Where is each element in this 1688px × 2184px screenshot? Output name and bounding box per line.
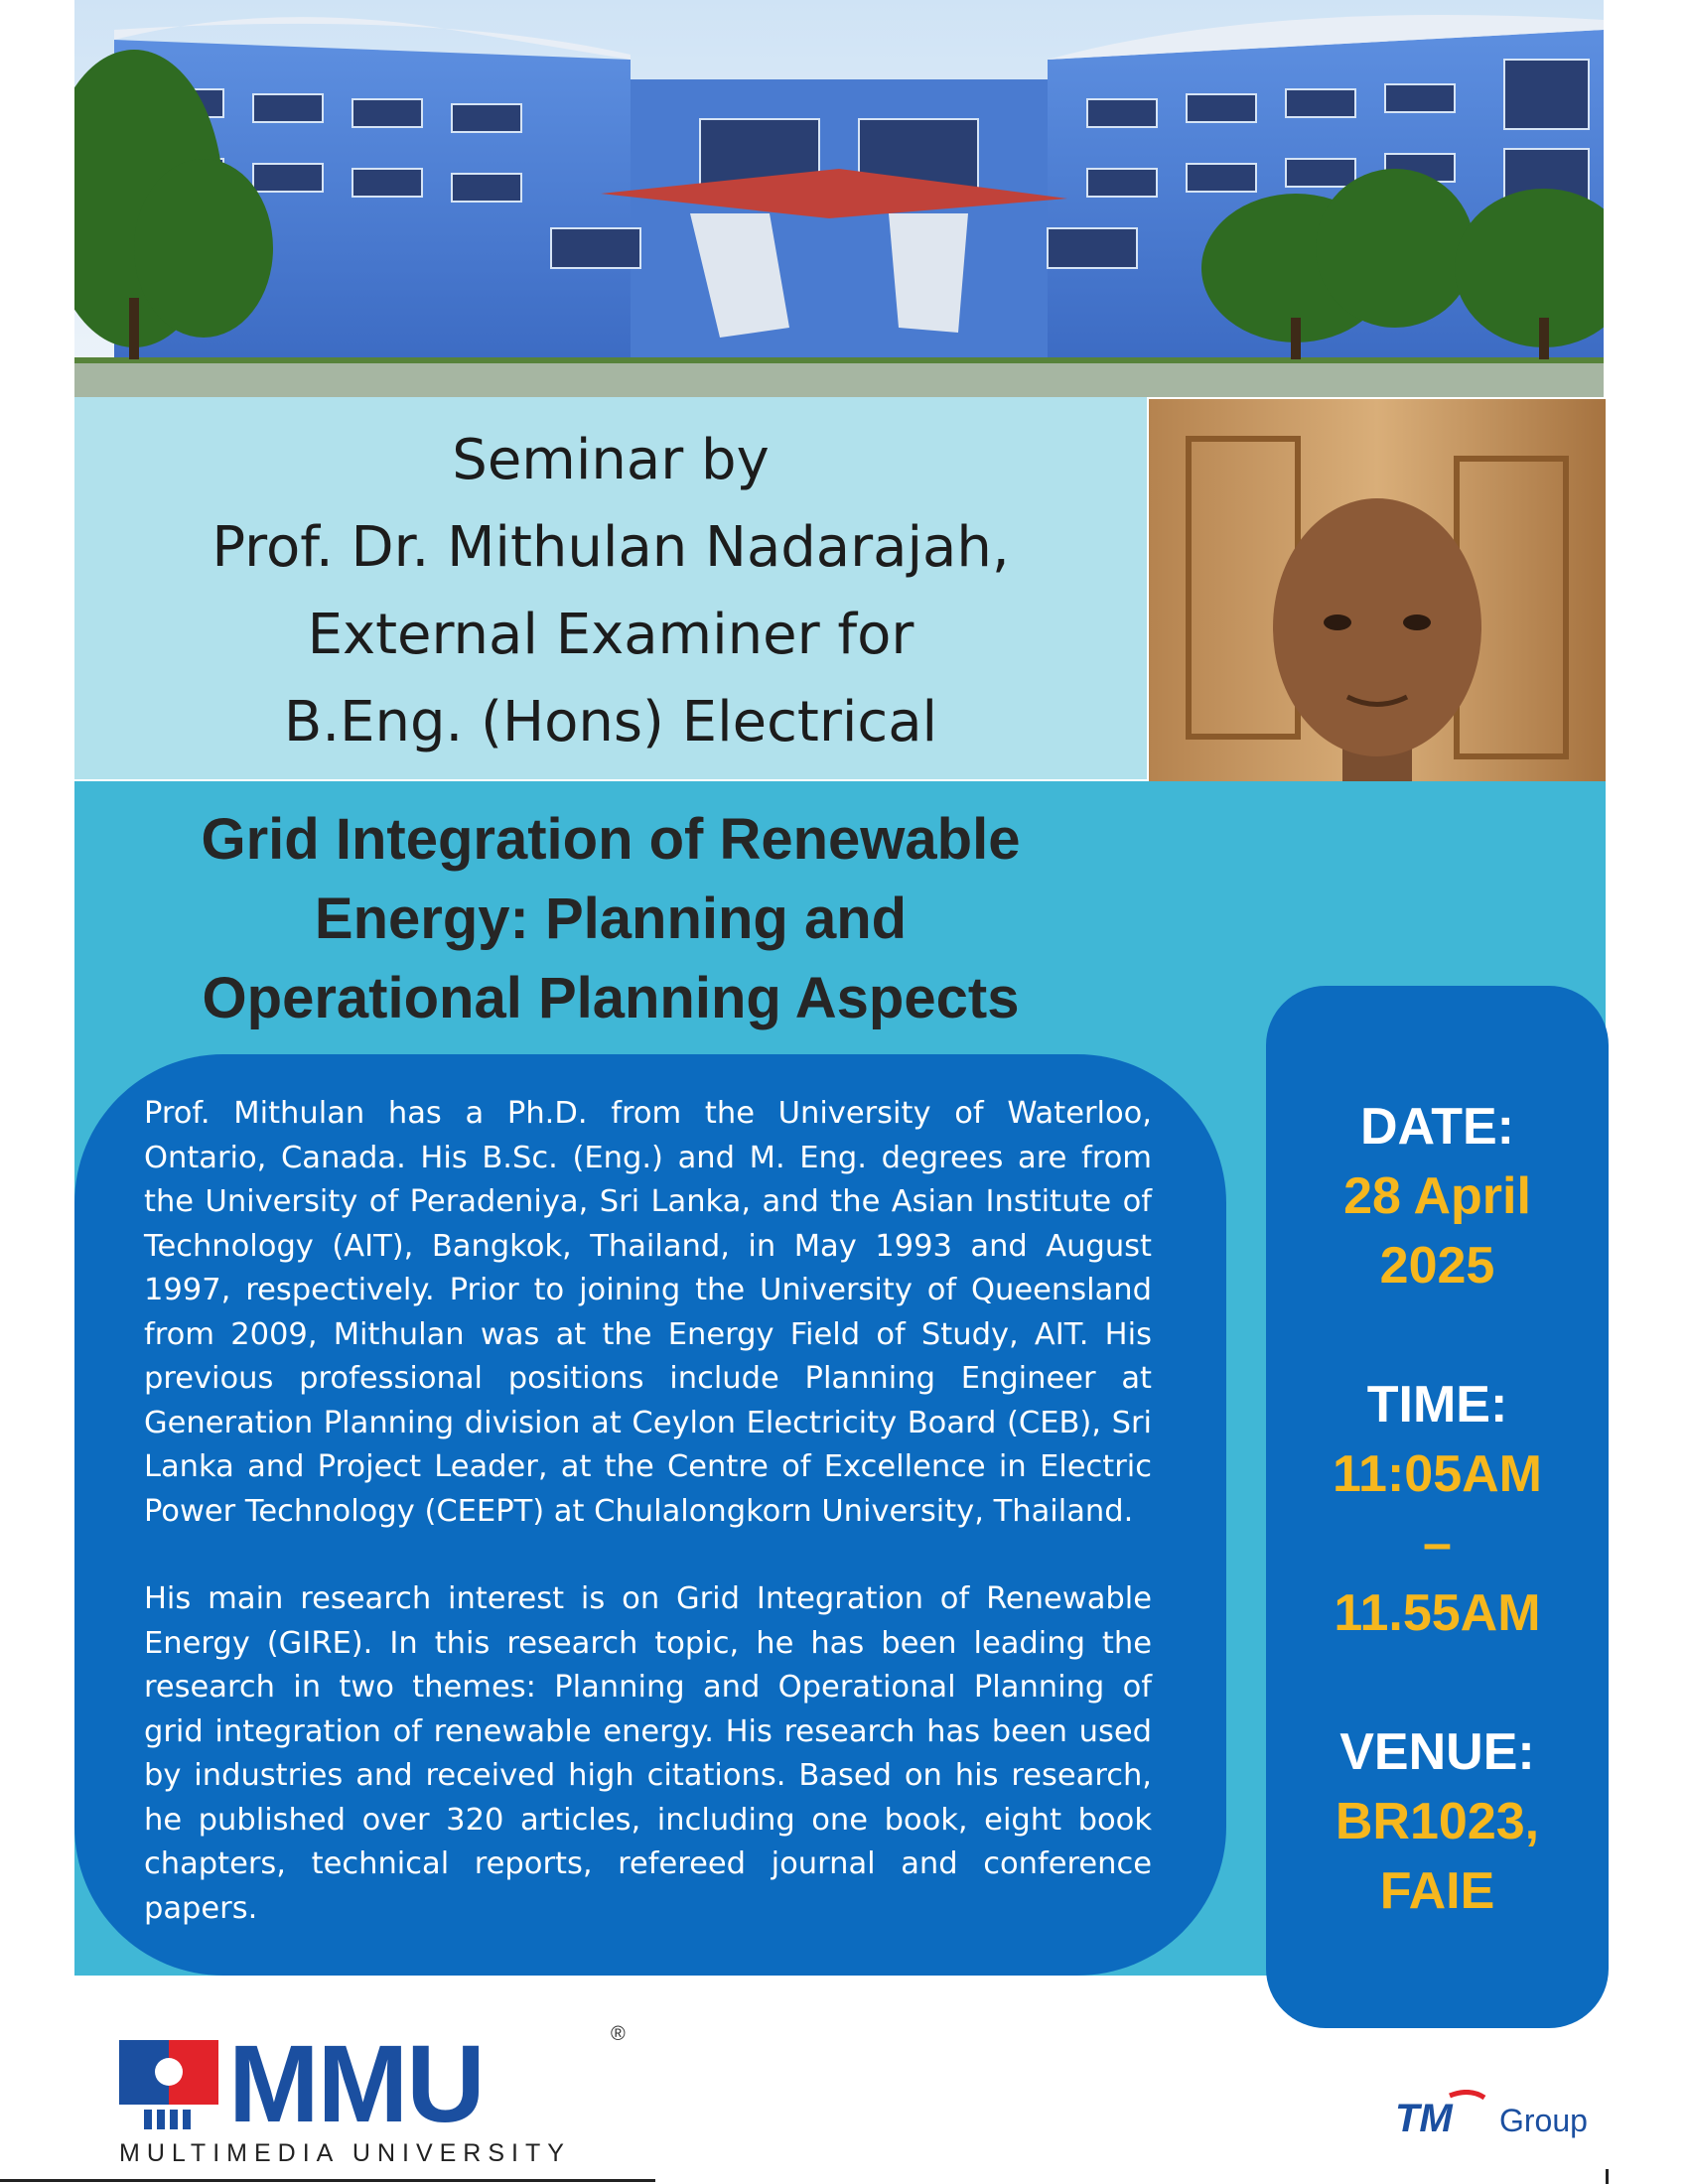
date-year: 2025 <box>1379 1237 1495 1295</box>
speaker-biography <box>144 1092 1152 1975</box>
seminar-heading-line: Seminar by <box>452 428 770 492</box>
time-separator: – <box>1423 1515 1452 1572</box>
time-block <box>1266 1370 1609 1648</box>
date-label: DATE: <box>1359 1098 1514 1156</box>
topic-line: Energy: Planning and <box>314 887 908 951</box>
tm-group-logo <box>1390 2090 1604 2139</box>
tm-wordmark: TM <box>1395 2097 1453 2139</box>
speaker-name: Prof. Dr. Mithulan Nadarajah, <box>211 515 1010 580</box>
venue-faculty: FAIE <box>1379 1862 1495 1920</box>
mmu-logo <box>109 2010 635 2169</box>
footer-rule <box>0 2179 655 2182</box>
bio-paragraph: Prof. Mithulan has a Ph.D. from the University of Waterloo, Ontario, Canada. His B.Sc. (Eng.) and M. Eng. degrees are from the University of Peradeniya, Sri Lanka, and the Asian Institute of Technology (AIT), Bangkok, Thailand, in May 1993 and August 1997, respectively. Prior to joining the University of Queensland from 2009, Mithulan was at the Energy Field of Study, AIT. His previous professional positions include Planning Engineer at Generation Planning division at Ceylon Electricity Board (CEB), Sri Lanka and Project Leader, at the Centre of Excellence in Electric Power Technology (CEEPT) at Chulalongkorn University, Thailand. <box>144 1096 1152 1529</box>
campus-building-photo <box>74 0 1604 397</box>
venue-block <box>1266 1717 1609 1926</box>
programme-name: B.Eng. (Hons) Electrical <box>283 690 938 754</box>
seminar-topic <box>84 800 1137 1038</box>
registered-mark: ® <box>611 2023 626 2045</box>
time-label: TIME: <box>1366 1376 1508 1433</box>
topic-line: Grid Integration of Renewable <box>201 807 1021 872</box>
tm-group-text: Group <box>1499 2103 1588 2138</box>
bio-paragraph: His main research interest is on Grid Integration of Renewable Energy (GIRE). In this research topic, he has been leading the research in two themes: Planning and Operational Planning of grid integration of renewable energy. His research has been used by industries and received high citations. Based on his research, he published over 320 articles, including one book, eight book chapters, technical reports, refereed journal and conference papers. <box>144 1581 1152 1926</box>
venue-label: VENUE: <box>1339 1723 1535 1781</box>
venue-room: BR1023, <box>1335 1793 1540 1850</box>
seminar-heading <box>74 417 1147 766</box>
footer-tick <box>1606 2169 1609 2184</box>
topic-line: Operational Planning Aspects <box>202 966 1020 1030</box>
mmu-subtitle: MULTIMEDIA UNIVERSITY <box>119 2139 571 2167</box>
speaker-role: External Examiner for <box>307 603 914 667</box>
time-end: 11.55AM <box>1334 1584 1541 1642</box>
mmu-wordmark: MMU <box>228 2023 484 2145</box>
time-start: 11:05AM <box>1333 1445 1542 1503</box>
date-block <box>1266 1092 1609 1300</box>
date-value: 28 April <box>1343 1167 1531 1225</box>
